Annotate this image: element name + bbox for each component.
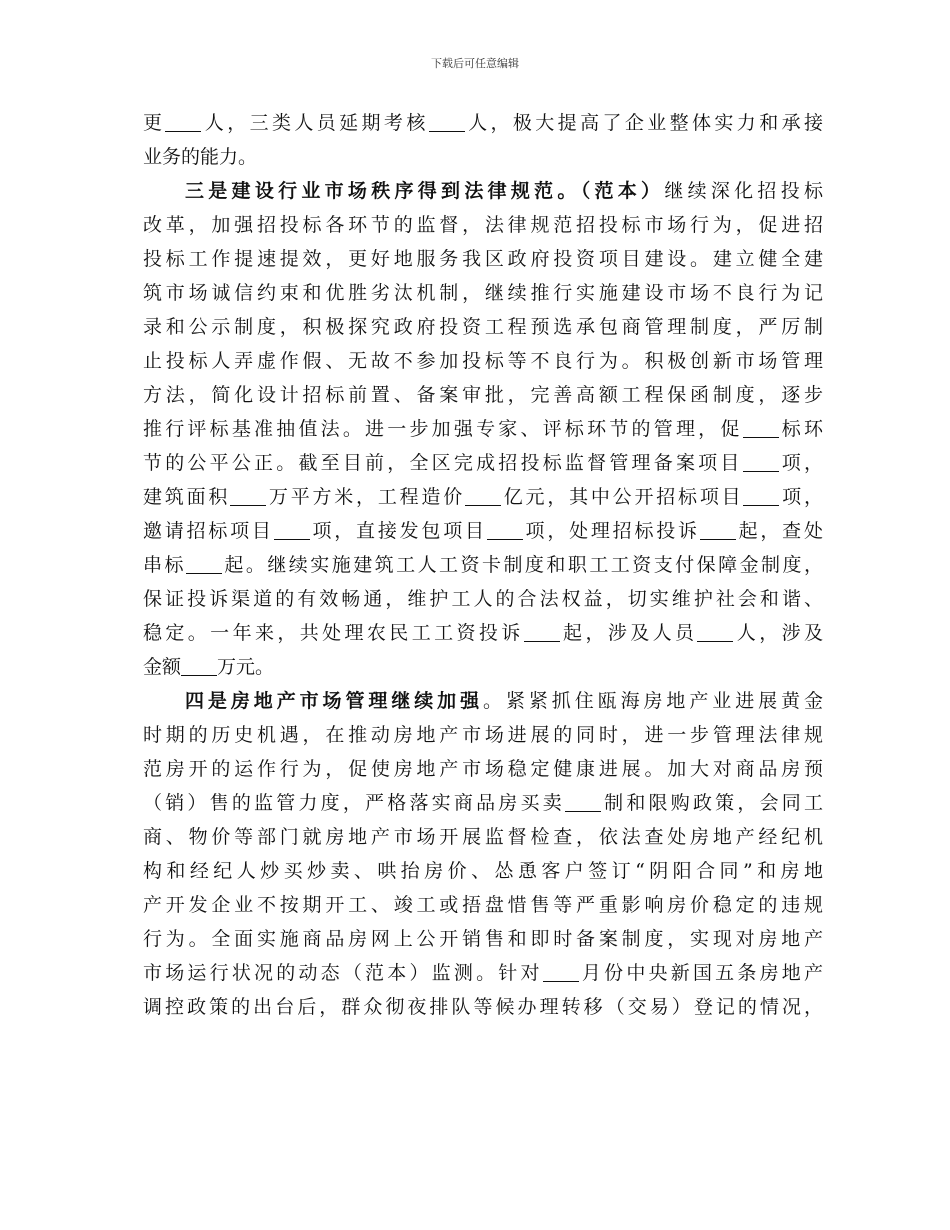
text-segment: 项，直接发包项目 <box>309 520 487 542</box>
fill-in-blank <box>165 113 201 132</box>
text-line <box>143 718 823 752</box>
text-segment: 起，查处 <box>735 520 823 542</box>
text-segment: 行为。全面实施商品房网上公开销售和即时备案制度，实现对房地产 <box>143 928 823 950</box>
text-segment: 继续深化招投标 <box>664 180 823 202</box>
text-segment: 万元。 <box>217 656 275 678</box>
fill-in-blank <box>700 521 736 540</box>
text-line <box>143 140 823 174</box>
text-line <box>143 786 823 820</box>
text-segment: 改革，加强招投标各环节的监督，法律规范招投标市场行为，促进招 <box>143 214 823 236</box>
text-segment: 构和经纪人炒买炒卖、哄抬房价、怂恿客户签订“阴阳合同”和房地 <box>143 860 823 882</box>
text-segment: 人，极大提高了企业整体实力和承接 <box>464 112 823 134</box>
text-segment: 筑市场诚信约束和优胜劣汰机制，继续推行实施建设市场不良行为记 <box>143 282 823 304</box>
fill-in-blank <box>543 963 579 982</box>
text-segment: 节的公平公正。截至目前，全区完成招投标监督管理备案项目 <box>143 452 743 474</box>
text-line <box>143 752 823 786</box>
text-segment: 商、物价等部门就房地产市场开展监督检查，依法查处房地产经纪机 <box>143 826 823 848</box>
text-segment: 起。继续实施建筑工人工资卡制度和职工工资支付保障金制度， <box>221 554 823 576</box>
text-segment: 月份中央新国五条房地产 <box>578 962 823 984</box>
fill-in-blank <box>230 487 266 506</box>
text-segment: 方法，简化设计招标前置、备案审批，完善高额工程保函制度，逐步 <box>143 384 823 406</box>
document-body <box>143 106 823 1024</box>
page-header-note: 下载后可任意编辑 <box>431 57 519 70</box>
paragraph <box>143 174 823 684</box>
text-line <box>143 616 823 650</box>
fill-in-blank <box>429 113 465 132</box>
section-heading-text: 四是房地产市场管理继续加强 <box>185 690 484 712</box>
fill-in-blank <box>524 623 560 642</box>
fill-in-blank <box>487 521 523 540</box>
text-line <box>143 990 823 1024</box>
fill-in-blank <box>274 521 310 540</box>
text-line <box>143 208 823 242</box>
text-line <box>143 106 823 140</box>
fill-in-blank <box>697 623 733 642</box>
text-line <box>143 344 823 378</box>
text-line <box>143 378 823 412</box>
fill-in-blank <box>565 793 601 812</box>
text-segment: 时期的历史机遇，在推动房地产市场进展的同时，进一步管理法律规 <box>143 724 823 746</box>
text-line <box>143 888 823 922</box>
text-segment: 人，三类人员延期考核 <box>201 112 429 134</box>
text-segment: 建筑面积 <box>143 486 231 508</box>
text-line <box>143 276 823 310</box>
text-segment: 邀请招标项目 <box>143 520 274 542</box>
text-segment: 项， <box>779 486 823 508</box>
text-line <box>143 922 823 956</box>
text-line <box>143 242 823 276</box>
text-segment: （销）售的监管力度，严格落实商品房买卖 <box>143 792 565 814</box>
text-segment: 稳定。一年来，共处理农民工工资投诉 <box>143 622 524 644</box>
text-segment: 项，处理招标投诉 <box>522 520 700 542</box>
text-segment: 推行评标基准抽值法。进一步加强专家、评标环节的管理，促 <box>143 418 743 440</box>
text-segment: 调控政策的出台后，群众彻夜排队等候办理转移（交易）登记的情况， <box>143 996 823 1018</box>
text-line <box>143 854 823 888</box>
text-line <box>143 684 823 718</box>
text-segment: 亿元，其中公开招标项目 <box>500 486 744 508</box>
text-line <box>143 650 823 684</box>
text-segment: 。紧紧抓住瓯海房地产业进展黄金 <box>483 690 823 712</box>
text-segment: 金额 <box>143 656 182 678</box>
text-segment: 万平方米，工程造价 <box>266 486 465 508</box>
text-segment: 串标 <box>143 554 186 576</box>
text-segment: 市场运行状况的动态（范本）监测。针对 <box>143 962 543 984</box>
text-line <box>143 514 823 548</box>
text-line <box>143 174 823 208</box>
text-segment: 范房开的运作行为，促使房地产市场稳定健康进展。加大对商品房预 <box>143 758 823 780</box>
text-line <box>143 480 823 514</box>
fill-in-blank <box>181 657 217 676</box>
text-line <box>143 548 823 582</box>
text-segment: 制和限购政策，会同工 <box>600 792 823 814</box>
text-line <box>143 956 823 990</box>
text-segment: 起，涉及人员 <box>559 622 698 644</box>
text-segment: 录和公示制度，积极探究政府投资工程预选承包商管理制度，严厉制 <box>143 316 823 338</box>
paragraph <box>143 106 823 174</box>
fill-in-blank <box>465 487 501 506</box>
fill-in-blank <box>743 453 779 472</box>
text-line <box>143 310 823 344</box>
fill-in-blank <box>186 555 222 574</box>
text-line <box>143 446 823 480</box>
text-segment: 投标工作提速提效，更好地服务我区政府投资项目建设。建立健全建 <box>143 248 823 270</box>
fill-in-blank <box>743 487 779 506</box>
text-line <box>143 412 823 446</box>
text-segment: 止投标人弄虚作假、无故不参加投标等不良行为。积极创新市场管理 <box>143 350 823 372</box>
text-segment: 业务的能力。 <box>143 146 258 168</box>
text-line <box>143 582 823 616</box>
text-segment: 产开发企业不按期开工、竣工或捂盘惜售等严重影响房价稳定的违规 <box>143 894 823 916</box>
paragraph <box>143 684 823 1024</box>
fill-in-blank <box>743 419 779 438</box>
text-segment: 标环 <box>778 418 823 440</box>
text-segment: 更 <box>143 112 166 134</box>
text-line <box>143 820 823 854</box>
text-segment: 人，涉及 <box>733 622 823 644</box>
section-heading-text: 三是建设行业市场秩序得到法律规范。（范本） <box>185 180 665 202</box>
text-segment: 保证投诉渠道的有效畅通，维护工人的合法权益，切实维护社会和谐、 <box>143 588 823 610</box>
text-segment: 项， <box>778 452 823 474</box>
